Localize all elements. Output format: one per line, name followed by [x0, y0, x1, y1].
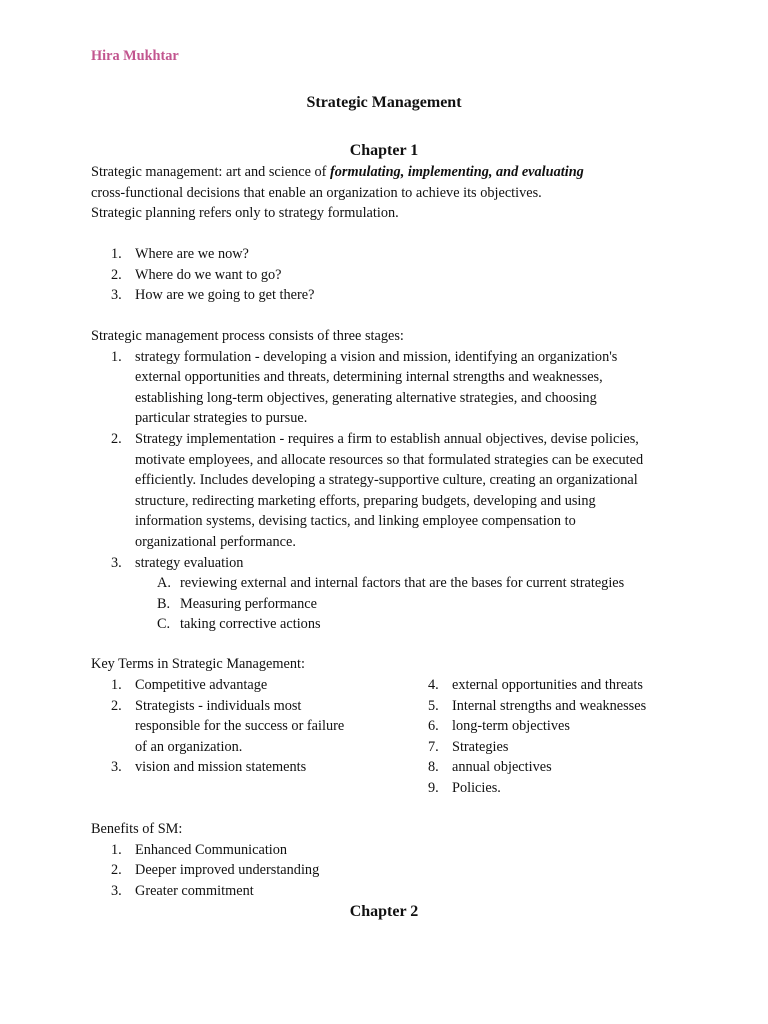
- list-number: 3.: [111, 554, 122, 571]
- list-text: strategy formulation - developing a vision and mission, identifying an organization's: [135, 348, 618, 365]
- list-item: [91, 265, 691, 286]
- list-number: 3.: [111, 882, 122, 899]
- list-item: [408, 675, 708, 696]
- list-number: 8.: [428, 759, 439, 776]
- list-text: Deeper improved understanding: [135, 862, 320, 879]
- list-item: [91, 675, 391, 696]
- list-item: [91, 757, 391, 778]
- list-text: Where are we now?: [135, 246, 249, 262]
- list-number: 7.: [428, 738, 439, 755]
- process-section: [91, 326, 691, 635]
- list-text: Strategy implementation - requires a firm to establish annual objectives, devise policies,: [135, 430, 639, 447]
- list-item: [408, 757, 708, 778]
- list-item: [91, 244, 691, 265]
- list-text: long-term objectives: [452, 718, 570, 735]
- list-text: Strategists - individuals most: [135, 697, 302, 714]
- list-number: 1.: [111, 841, 122, 858]
- list-text: Internal strengths and weaknesses: [452, 697, 647, 714]
- list-text: strategy evaluation: [135, 554, 244, 571]
- key-terms-heading: Key Terms in Strategic Management:: [91, 656, 305, 672]
- key-terms-left-column: [91, 675, 391, 778]
- list-text: Enhanced Communication: [135, 841, 288, 858]
- list-text: particular strategies to pursue.: [135, 410, 308, 427]
- list-number: 2.: [111, 862, 122, 879]
- list-item: [408, 696, 708, 717]
- list-text: motivate employees, and allocate resources so that formulated strategies can be executed: [135, 451, 644, 468]
- list-item: [91, 347, 691, 429]
- sub-list-item: [91, 573, 691, 594]
- list-text: vision and mission statements: [135, 759, 307, 776]
- sub-list-letter: A.: [157, 575, 171, 592]
- intro-paragraph: [91, 162, 691, 224]
- author-name: Hira Mukhtar: [91, 48, 179, 64]
- chapter-2-heading: Chapter 2: [349, 903, 419, 920]
- list-number: 6.: [428, 718, 439, 735]
- list-number: 2.: [111, 430, 122, 447]
- intro-line-2: cross-functional decisions that enable an organization to achieve its objectives.: [91, 184, 542, 201]
- list-text: annual objectives: [452, 759, 552, 776]
- intro-emphasis: formulating, implementing, and evaluating: [329, 164, 584, 180]
- questions-list: [91, 244, 691, 306]
- sub-list-item: [91, 614, 691, 635]
- list-number: 3.: [111, 759, 122, 776]
- list-text: information systems, devising tactics, and linking employee compensation to: [135, 513, 576, 530]
- intro-line-3: Strategic planning refers only to strategy formulation.: [91, 205, 399, 222]
- intro-line-1: [91, 162, 691, 183]
- list-number: 4.: [428, 677, 439, 693]
- list-item: [91, 881, 691, 902]
- list-text: Where do we want to go?: [135, 266, 282, 283]
- list-number: 1.: [111, 246, 122, 262]
- list-text: of an organization.: [135, 738, 243, 755]
- list-item: [91, 860, 691, 881]
- sub-list-text: Measuring performance: [180, 595, 317, 612]
- list-item: [91, 553, 691, 574]
- list-text: external opportunities and threats: [452, 677, 643, 693]
- list-text: Policies.: [452, 779, 501, 796]
- sub-list-text: taking corrective actions: [180, 616, 321, 633]
- list-number: 1.: [111, 348, 122, 365]
- document-title: Strategic Management: [306, 94, 462, 111]
- list-item: [91, 285, 691, 306]
- intro-line-1-text: Strategic management: art and science of: [91, 164, 330, 180]
- list-number: 2.: [111, 266, 122, 283]
- sub-list-text: reviewing external and internal factors that are the bases for current strategies: [180, 575, 625, 592]
- sub-list-item: [91, 594, 691, 615]
- list-number: 1.: [111, 677, 122, 693]
- list-text: responsible for the success or failure: [135, 718, 345, 735]
- list-text: organizational performance.: [135, 533, 296, 550]
- list-item: [408, 737, 708, 758]
- list-text: structure, redirecting marketing efforts, preparing budgets, developing and using: [135, 492, 596, 509]
- list-text: efficiently. Includes developing a strategy-supportive culture, creating an organizational: [135, 472, 638, 489]
- list-number: 2.: [111, 697, 122, 714]
- list-number: 5.: [428, 697, 439, 714]
- process-heading: Strategic management process consists of three stages:: [91, 328, 404, 344]
- benefits-section: [91, 819, 691, 901]
- sub-list-letter: C.: [157, 616, 171, 633]
- list-text: Competitive advantage: [135, 677, 268, 693]
- list-text: How are we going to get there?: [135, 287, 315, 304]
- list-item: [91, 429, 691, 553]
- list-item: [408, 716, 708, 737]
- chapter-1-heading: Chapter 1: [349, 142, 419, 159]
- list-text: Greater commitment: [135, 882, 254, 899]
- sub-list-letter: B.: [157, 595, 171, 612]
- list-number: 3.: [111, 287, 122, 304]
- key-terms-right-column: [408, 675, 708, 799]
- list-number: 9.: [428, 779, 439, 796]
- list-text: establishing long-term objectives, generating alternative strategies, and choosing: [135, 389, 597, 406]
- list-item: [91, 696, 391, 758]
- list-text: external opportunities and threats, determining internal strengths and weaknesses,: [135, 369, 603, 386]
- list-item: [408, 778, 708, 799]
- list-text: Strategies: [452, 738, 509, 755]
- benefits-heading: Benefits of SM:: [91, 821, 183, 837]
- list-item: [91, 840, 691, 861]
